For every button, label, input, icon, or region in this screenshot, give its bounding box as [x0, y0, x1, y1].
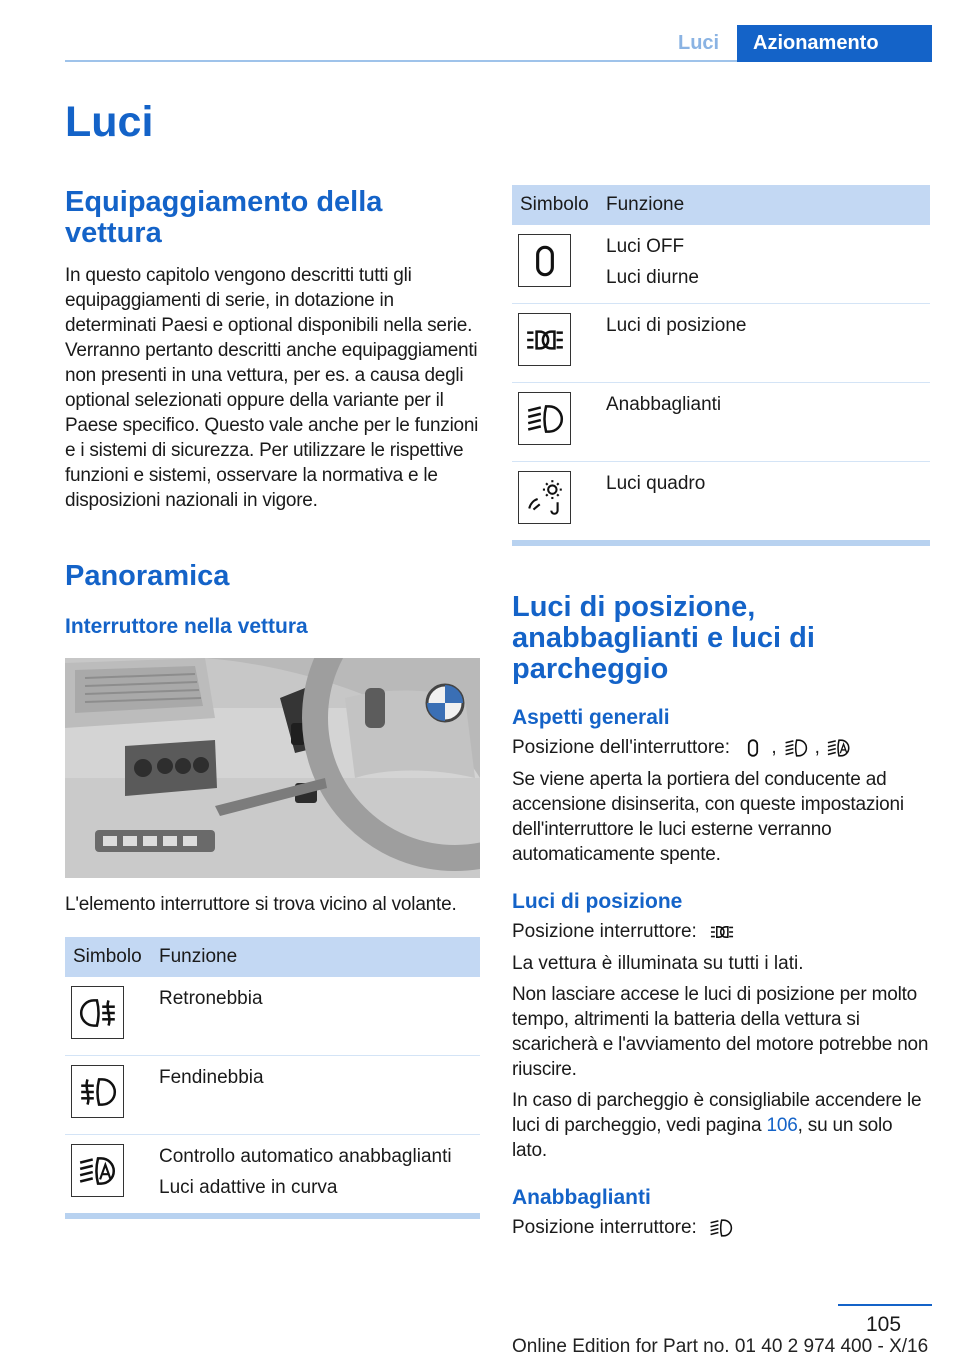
- table-row: [512, 225, 930, 304]
- header-chapter-tab: Azionamento: [737, 25, 932, 62]
- auto-low-beam-icon: [71, 1144, 124, 1197]
- dashboard-photo: [65, 658, 480, 878]
- function-label: Luci adattive in curva: [159, 1177, 338, 1198]
- table-row: [65, 977, 480, 1056]
- function-label: Luci diurne: [606, 267, 699, 288]
- table-row: [65, 1056, 480, 1135]
- table-row: [512, 462, 930, 541]
- function-label: Luci quadro: [606, 473, 706, 494]
- table-header-symbol: Simbolo: [65, 937, 151, 977]
- low-beam-heading: Anabbaglianti: [512, 1186, 651, 1209]
- left-column: [65, 185, 480, 1219]
- general-text: Se viene aperta la portiera del conducente ad accensione disinserita, con queste impostazioni dell'interruttore le luci esterne verranno automaticamente spente.: [512, 769, 904, 865]
- parking-text-1: La vettura è illuminata su tutti i lati.: [512, 953, 804, 974]
- rear-fog-light-icon: [71, 986, 124, 1039]
- footer-edition: Online Edition for Part no. 01 40 2 974 400 - X/16: [512, 1336, 929, 1357]
- zero-position-icon: [741, 736, 765, 760]
- lights-section-heading: Luci di posizione, anabbaglianti e luci di parcheggio: [512, 591, 815, 685]
- function-label: Luci OFF: [606, 236, 685, 257]
- general-position-label: Posizione dell'interruttore:: [512, 737, 731, 759]
- page-title: Luci: [65, 98, 154, 146]
- function-label: Fendinebbia: [159, 1067, 264, 1088]
- function-label: Anabbaglianti: [606, 394, 722, 415]
- function-label: Luci di posizione: [606, 315, 747, 336]
- zero-position-icon: [518, 234, 571, 287]
- equipment-text: In questo capitolo vengono descritti tutti gli equipaggiamenti di serie, in dotazione in determinati Paesi e optional disponibili nella serie. Verranno pertanto descritti anche equipaggiamenti non presenti in una vettura, per es. a causa degli optional selezionati oppure della variante per il Paese specifico. Questo vale anche per le funzioni e i sistemi di sicurezza. Per utilizzare le rispettive funzioni e sistemi, osservare la normativa e le disposizioni nazionali in vigore.: [65, 265, 479, 511]
- footer-divider: [838, 1304, 932, 1306]
- front-fog-light-icon: [71, 1065, 124, 1118]
- parking-text-3-post: , su un solo lato.: [512, 1115, 893, 1161]
- parking-text-3: [512, 1088, 930, 1163]
- parking-lights-icon: [518, 313, 571, 366]
- table-row: [512, 304, 930, 383]
- parking-position-label: Posizione interruttore:: [512, 921, 697, 943]
- table-row: [65, 1135, 480, 1214]
- switch-heading: Interruttore nella vettura: [65, 615, 308, 638]
- right-column: [512, 185, 930, 1241]
- table-header-function: Funzione: [151, 937, 480, 977]
- table-header-symbol: Simbolo: [512, 185, 598, 225]
- dashboard-illustration: [65, 658, 480, 878]
- instrument-lighting-icon: [518, 471, 571, 524]
- low-beam-position-label: Posizione interruttore:: [512, 1217, 697, 1239]
- low-beam-icon: [783, 735, 809, 761]
- parking-lights-icon: [708, 919, 736, 945]
- table-header-function: Funzione: [598, 185, 930, 225]
- table-row: [512, 383, 930, 462]
- low-beam-icon: [518, 392, 571, 445]
- header-section: Luci: [678, 32, 720, 54]
- equipment-heading: Equipaggiamento della vettura: [65, 186, 383, 249]
- right-symbol-table: [512, 185, 930, 540]
- parking-lights-heading: Luci di posizione: [512, 890, 683, 913]
- parking-text-2: Non lasciare accese le luci di posizione per molto tempo, altrimenti la batteria della vettura si scaricherà e l'avviamento del motore potrebbe non riuscire.: [512, 984, 929, 1080]
- function-label: Retronebbia: [159, 988, 263, 1009]
- table-end-rule: [512, 540, 930, 546]
- auto-low-beam-icon: [826, 735, 852, 761]
- low-beam-icon: [708, 1215, 734, 1241]
- low-beam-position-line: [512, 1215, 930, 1241]
- general-position-line: Posizione dell'interruttore: , ,: [512, 735, 930, 761]
- parking-position-line: [512, 919, 930, 945]
- table-end-rule: [65, 1213, 480, 1219]
- page-number: 105: [866, 1313, 902, 1336]
- general-heading: Aspetti generali: [512, 706, 670, 729]
- left-symbol-table: [65, 937, 480, 1213]
- overview-heading: Panoramica: [65, 560, 230, 592]
- parking-text-3-pre: In caso di parcheggio è consigliabile accendere le luci di parcheggio, vedi pagina: [512, 1090, 922, 1136]
- page-link[interactable]: 106: [766, 1115, 798, 1136]
- function-label: Controllo automatico anabbaglianti: [159, 1146, 452, 1167]
- photo-caption: L'elemento interruttore si trova vicino al volante.: [65, 894, 457, 915]
